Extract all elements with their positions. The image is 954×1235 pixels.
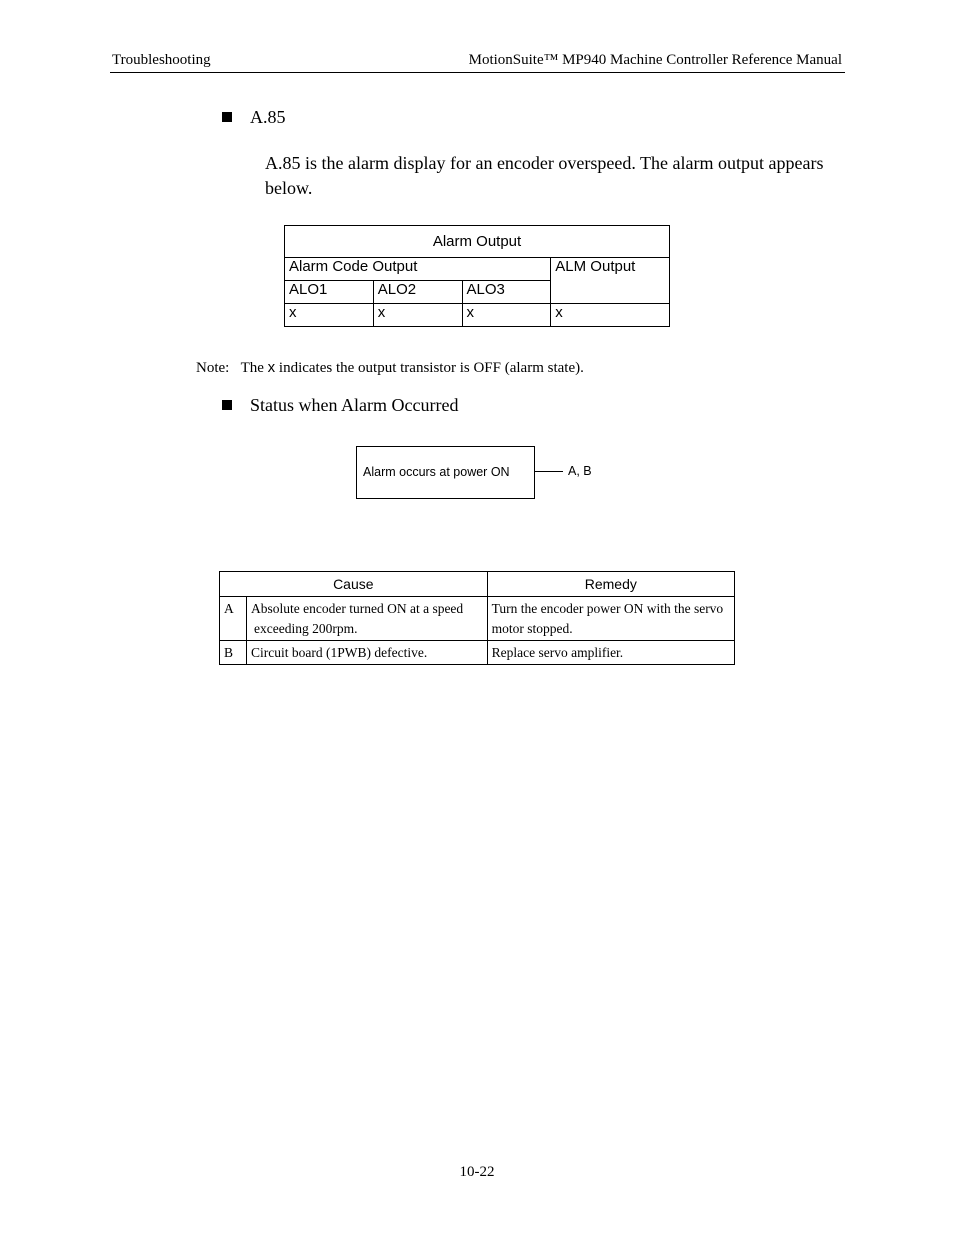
- cause-line: Absolute encoder turned ON at a speed: [251, 601, 464, 616]
- square-bullet-icon: [222, 112, 232, 122]
- square-bullet-icon: [222, 400, 232, 410]
- cause-cell: [247, 597, 488, 641]
- row-letter: A: [220, 597, 247, 641]
- page-number: 10-22: [459, 1164, 495, 1180]
- alm-value: x: [551, 304, 670, 327]
- cause-line: exceeding 200rpm.: [254, 621, 358, 636]
- remedy-cell: [487, 597, 734, 641]
- note-lead: The: [240, 360, 264, 376]
- status-box: [356, 446, 535, 499]
- alo3-value: x: [462, 304, 551, 327]
- alarm-output-table: [284, 225, 670, 327]
- status-result: A, B: [568, 464, 592, 478]
- alo1-header: ALO1: [285, 281, 374, 304]
- note-prefix: Note:: [196, 360, 230, 376]
- header-manual-title: MotionSuite™ MP940 Machine Controller Reference Manual: [468, 52, 842, 68]
- remedy-header: Remedy: [487, 572, 734, 597]
- status-connector-line: [535, 471, 563, 472]
- note-text: indicates the output transistor is OFF (alarm state).: [278, 360, 584, 376]
- output-note: [196, 359, 584, 377]
- remedy-line: Turn the encoder power ON with the servo: [491, 601, 724, 616]
- alo2-header: ALO2: [373, 281, 462, 304]
- header-rule: [110, 72, 845, 73]
- header-section-title: Troubleshooting: [112, 52, 211, 68]
- alo3-header: ALO3: [462, 281, 551, 304]
- alo2-value: x: [373, 304, 462, 327]
- alarm-output-title: Alarm Output: [285, 226, 670, 258]
- alarm-code-output-header: Alarm Code Output: [285, 258, 551, 281]
- alarm-description: A.85 is the alarm display for an encoder overspeed. The alarm output appears below.: [265, 153, 824, 198]
- table-row: [220, 597, 735, 641]
- cause-remedy-table: [219, 571, 735, 665]
- cause-cell: Circuit board (1PWB) defective.: [247, 641, 488, 665]
- row-letter: B: [220, 641, 247, 665]
- alo1-value: x: [285, 304, 374, 327]
- alm-output-header: ALM Output: [551, 258, 670, 304]
- remedy-line: motor stopped.: [491, 621, 573, 636]
- status-heading: Status when Alarm Occurred: [250, 395, 459, 415]
- note-symbol: x: [267, 359, 276, 376]
- cause-header: Cause: [220, 572, 488, 597]
- alarm-code-heading: A.85: [250, 107, 286, 127]
- table-row: [220, 641, 735, 665]
- remedy-cell: Replace servo amplifier.: [487, 641, 734, 665]
- status-box-label: Alarm occurs at power ON: [363, 465, 510, 479]
